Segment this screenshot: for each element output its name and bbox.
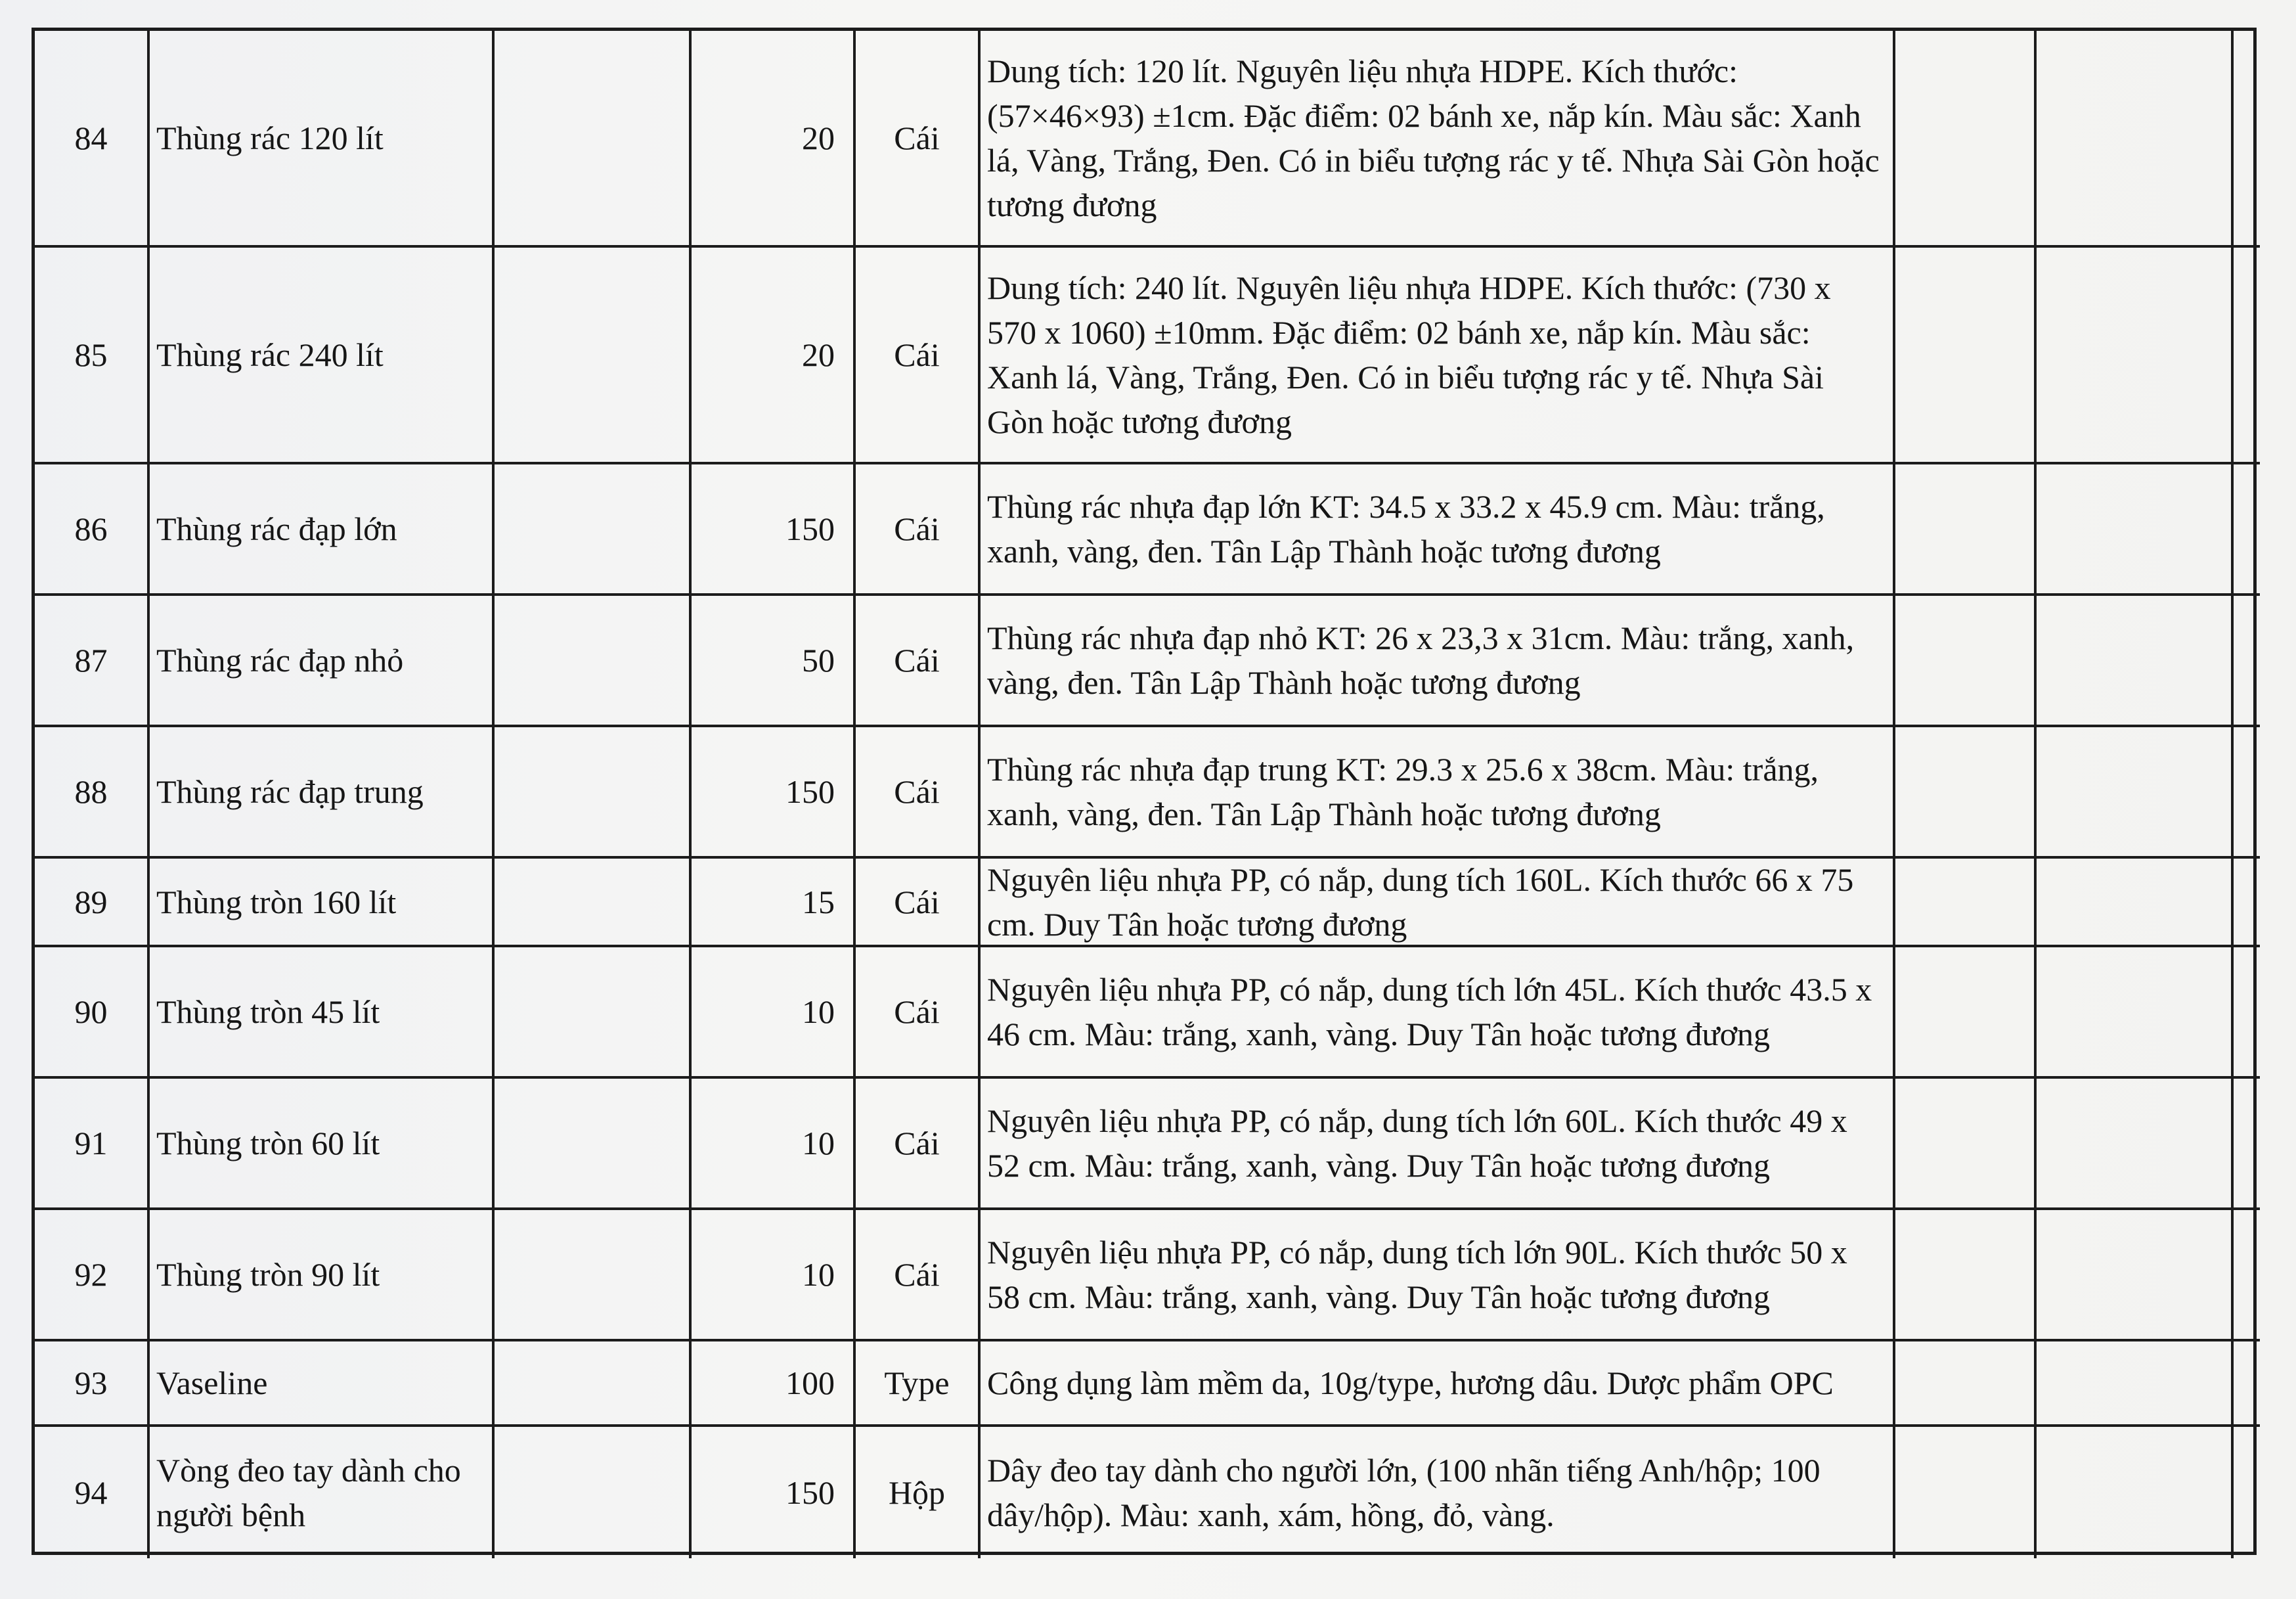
item-unit: Cái: [856, 1079, 981, 1210]
item-unit: Cái: [856, 859, 981, 947]
item-quantity: 150: [692, 727, 856, 859]
item-unit: Cái: [856, 947, 981, 1079]
empty-cell: [1895, 596, 2037, 727]
item-description: Dây đeo tay dành cho người lớn, (100 nhãn tiếng Anh/hộp; 100 dây/hộp). Màu: xanh, xám, hồng, đỏ, vàng.: [981, 1427, 1895, 1558]
empty-cell: [2234, 947, 2260, 1079]
row-number: 87: [35, 596, 150, 727]
item-unit: Hộp: [856, 1427, 981, 1558]
item-name: Vòng đeo tay dành cho người bệnh: [150, 1427, 495, 1558]
item-quantity: 100: [692, 1341, 856, 1427]
empty-cell: [1895, 248, 2037, 464]
item-name: Vaseline: [150, 1341, 495, 1427]
product-table: [32, 28, 2257, 1555]
row-number: 92: [35, 1210, 150, 1341]
empty-cell: [495, 248, 692, 464]
item-description: Thùng rác nhựa đạp trung KT: 29.3 x 25.6 x 38cm. Màu: trắng, xanh, vàng, đen. Tân Lập Thành hoặc tương đương: [981, 727, 1895, 859]
item-description: Thùng rác nhựa đạp lớn KT: 34.5 x 33.2 x 45.9 cm. Màu: trắng, xanh, vàng, đen. Tân Lập Thành hoặc tương đương: [981, 464, 1895, 596]
item-unit: Cái: [856, 31, 981, 248]
empty-cell: [1895, 727, 2037, 859]
item-description: Nguyên liệu nhựa PP, có nắp, dung tích lớn 45L. Kích thước 43.5 x 46 cm. Màu: trắng, xanh, vàng. Duy Tân hoặc tương đương: [981, 947, 1895, 1079]
item-quantity: 150: [692, 464, 856, 596]
item-description: Thùng rác nhựa đạp nhỏ KT: 26 x 23,3 x 31cm. Màu: trắng, xanh, vàng, đen. Tân Lập Thành hoặc tương đương: [981, 596, 1895, 727]
empty-cell: [495, 727, 692, 859]
item-unit: Cái: [856, 248, 981, 464]
item-unit: Cái: [856, 596, 981, 727]
empty-cell: [1895, 1079, 2037, 1210]
empty-cell: [2037, 1427, 2234, 1558]
empty-cell: [1895, 464, 2037, 596]
empty-cell: [2234, 1341, 2260, 1427]
item-description: Dung tích: 120 lít. Nguyên liệu nhựa HDPE. Kích thước: (57×46×93) ±1cm. Đặc điểm: 02 bánh xe, nắp kín. Màu sắc: Xanh lá, Vàng, Trắng, Đen. Có in biểu tượng rác y tế. Nhựa Sài Gòn hoặc tương đương: [981, 31, 1895, 248]
row-number: 89: [35, 859, 150, 947]
item-description: Công dụng làm mềm da, 10g/type, hương dâu. Dược phẩm OPC: [981, 1341, 1895, 1427]
empty-cell: [495, 31, 692, 248]
item-quantity: 20: [692, 31, 856, 248]
empty-cell: [2037, 1079, 2234, 1210]
empty-cell: [2037, 464, 2234, 596]
empty-cell: [2037, 1341, 2234, 1427]
item-quantity: 10: [692, 947, 856, 1079]
empty-cell: [1895, 1210, 2037, 1341]
empty-cell: [2037, 859, 2234, 947]
empty-cell: [2234, 1210, 2260, 1341]
item-description: Nguyên liệu nhựa PP, có nắp, dung tích lớn 60L. Kích thước 49 x 52 cm. Màu: trắng, xanh, vàng. Duy Tân hoặc tương đương: [981, 1079, 1895, 1210]
empty-cell: [2037, 596, 2234, 727]
item-description: Nguyên liệu nhựa PP, có nắp, dung tích lớn 90L. Kích thước 50 x 58 cm. Màu: trắng, xanh, vàng. Duy Tân hoặc tương đương: [981, 1210, 1895, 1341]
item-quantity: 15: [692, 859, 856, 947]
item-name: Thùng tròn 60 lít: [150, 1079, 495, 1210]
row-number: 94: [35, 1427, 150, 1558]
row-number: 85: [35, 248, 150, 464]
empty-cell: [2037, 248, 2234, 464]
item-name: Thùng rác 120 lít: [150, 31, 495, 248]
item-description: Dung tích: 240 lít. Nguyên liệu nhựa HDPE. Kích thước: (730 x 570 x 1060) ±10mm. Đặc điểm: 02 bánh xe, nắp kín. Màu sắc: Xanh lá, Vàng, Trắng, Đen. Có in biểu tượng rác y tế. Nhựa Sài Gòn hoặc tương đương: [981, 248, 1895, 464]
empty-cell: [2234, 859, 2260, 947]
item-name: Thùng rác đạp trung: [150, 727, 495, 859]
empty-cell: [2037, 727, 2234, 859]
empty-cell: [495, 859, 692, 947]
item-name: Thùng tròn 90 lít: [150, 1210, 495, 1341]
row-number: 86: [35, 464, 150, 596]
row-number: 88: [35, 727, 150, 859]
item-quantity: 10: [692, 1079, 856, 1210]
empty-cell: [495, 947, 692, 1079]
empty-cell: [2234, 596, 2260, 727]
empty-cell: [2037, 31, 2234, 248]
empty-cell: [1895, 31, 2037, 248]
empty-cell: [2234, 464, 2260, 596]
item-quantity: 150: [692, 1427, 856, 1558]
empty-cell: [495, 1079, 692, 1210]
row-number: 90: [35, 947, 150, 1079]
row-number: 93: [35, 1341, 150, 1427]
empty-cell: [1895, 1427, 2037, 1558]
empty-cell: [495, 596, 692, 727]
empty-cell: [2037, 1210, 2234, 1341]
item-unit: Cái: [856, 464, 981, 596]
item-quantity: 20: [692, 248, 856, 464]
item-name: Thùng tròn 160 lít: [150, 859, 495, 947]
empty-cell: [2234, 1079, 2260, 1210]
row-number: 91: [35, 1079, 150, 1210]
empty-cell: [1895, 1341, 2037, 1427]
empty-cell: [2234, 1427, 2260, 1558]
empty-cell: [1895, 859, 2037, 947]
empty-cell: [2037, 947, 2234, 1079]
row-number: 84: [35, 31, 150, 248]
empty-cell: [495, 464, 692, 596]
item-quantity: 10: [692, 1210, 856, 1341]
empty-cell: [2234, 727, 2260, 859]
empty-cell: [1895, 947, 2037, 1079]
item-name: Thùng rác 240 lít: [150, 248, 495, 464]
item-quantity: 50: [692, 596, 856, 727]
empty-cell: [2234, 248, 2260, 464]
item-unit: Cái: [856, 1210, 981, 1341]
item-name: Thùng tròn 45 lít: [150, 947, 495, 1079]
empty-cell: [495, 1341, 692, 1427]
empty-cell: [495, 1427, 692, 1558]
empty-cell: [2234, 31, 2260, 248]
item-description: Nguyên liệu nhựa PP, có nắp, dung tích 160L. Kích thước 66 x 75 cm. Duy Tân hoặc tương đương: [981, 859, 1895, 947]
empty-cell: [495, 1210, 692, 1341]
item-unit: Type: [856, 1341, 981, 1427]
item-name: Thùng rác đạp nhỏ: [150, 596, 495, 727]
item-name: Thùng rác đạp lớn: [150, 464, 495, 596]
item-unit: Cái: [856, 727, 981, 859]
